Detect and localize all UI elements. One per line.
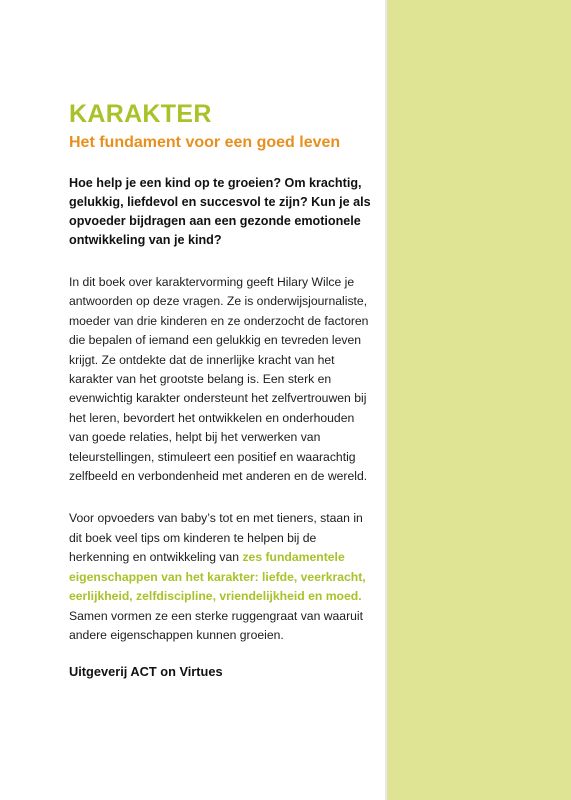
green-side-band (387, 0, 571, 800)
book-subtitle: Het fundament voor een goed leven (69, 134, 341, 151)
publisher-name: Uitgeverij ACT on Virtues (69, 664, 223, 680)
cover-text-block (69, 100, 377, 681)
description-paragraph-1: In dit boek over karaktervorming geeft Hilary Wilce je antwoorden op deze vragen. Ze is onderwijsjournaliste, moeder van drie kinderen en ze onderzocht de factoren die bepalen of iemand een gelukkig en tevreden leven krijgt. Ze ontdekte dat de innerlijke kracht van het karakter van het grootste belang is. Een sterk en evenwichtig karakter ondersteunt het zelfvertrouwen bij het leren, bevordert het ontwikkelen en onderhouden van goede relaties, helpt bij het verwerken van teleurstellingen, stimuleert een positief en waarachtig zelfbeeld en verbondenheid met anderen en de wereld. (69, 275, 369, 484)
description-paragraph-2 (69, 509, 377, 645)
paragraph-2-highlight: zes fundamentele eigenschappen van het karakter: liefde, veerkracht, eerlijkheid, zelfdiscipline, vriendelijkheid en moed. (69, 550, 366, 604)
intro-questions: Hoe help je een kind op te groeien? Om krachtig, gelukkig, liefdevol en succesvol te zijn? Kun je als opvoeder bijdragen aan een gezonde emotionele ontwikkeling van je kind? (69, 176, 371, 247)
paragraph-2-text-end: Samen vormen ze een sterke ruggengraat van waaruit andere eigenschappen kunnen groeien. (69, 608, 364, 642)
book-title: KARAKTER (69, 100, 212, 128)
paragraph-2-text-start: Voor opvoeders van baby’s tot en met tieners, staan in dit boek veel tips om kinderen te helpen bij de herkenning en ontwikkeling van (69, 511, 363, 565)
